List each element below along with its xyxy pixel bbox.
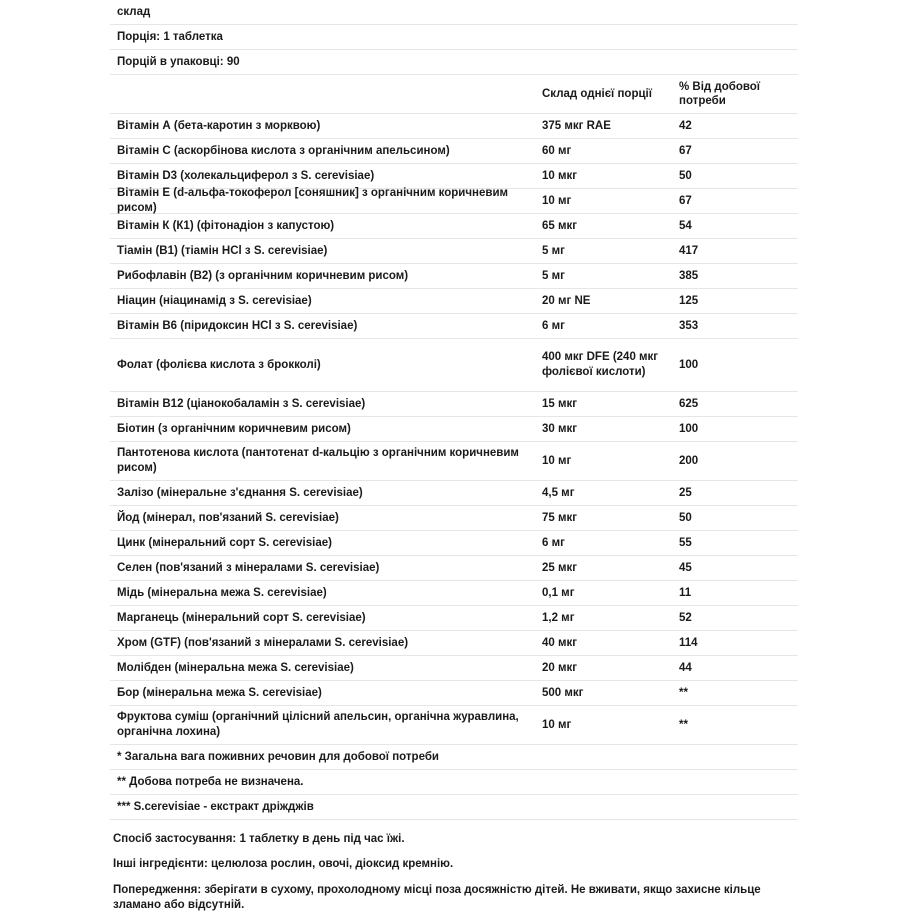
nutrient-name: Ніацин (ніацинамід з S. cerevisiae) bbox=[117, 294, 312, 307]
nutrient-amount: 5 мг bbox=[542, 269, 565, 282]
nutrient-amount: 400 мкг DFE (240 мкг фолієвої кислоти) bbox=[542, 351, 659, 378]
table-header bbox=[110, 75, 798, 114]
nutrient-amount: 20 мкг bbox=[542, 661, 578, 674]
nutrient-name: Залізо (мінеральне з'єднання S. cerevisiae) bbox=[117, 486, 363, 499]
nutrient-name: Тіамін (B1) (тіамін HCl з S. cerevisiae) bbox=[117, 244, 328, 257]
nutrient-amount: 75 мкг bbox=[542, 511, 578, 524]
nutrient-name: Селен (пов'язаний з мінералами S. cerevisiae) bbox=[117, 561, 380, 574]
nutrient-name: Хром (GTF) (пов'язаний з мінералами S. cerevisiae) bbox=[117, 636, 409, 649]
nutrient-amount: 10 мг bbox=[542, 194, 572, 207]
nutrient-name: Вітамін E (d-альфа-токоферол [соняшник] з органічним коричневим рисом) bbox=[117, 187, 509, 214]
section-title-text: склад bbox=[117, 6, 151, 18]
nutrient-daily-value: 25 bbox=[679, 487, 692, 499]
nutrient-amount: 4,5 мг bbox=[542, 486, 575, 499]
nutrient-daily-value: 125 bbox=[679, 295, 699, 307]
nutrient-name: Рибофлавін (B2) (з органічним коричневим рисом) bbox=[117, 269, 409, 282]
nutrient-name: Вітамін К (К1) (фітонадіон з капустою) bbox=[117, 219, 335, 232]
nutrient-name: Вітамін D3 (холекальциферол з S. cerevisiae) bbox=[117, 169, 375, 182]
table-row bbox=[110, 531, 798, 556]
nutrient-name: Пантотенова кислота (пантотенат d-кальцію з органічним коричневим рисом) bbox=[117, 447, 519, 474]
nutrient-daily-value: 42 bbox=[679, 120, 692, 132]
nutrient-name: Вітамін B12 (ціанокобаламін з S. cerevisiae) bbox=[117, 397, 366, 410]
table-row bbox=[110, 442, 798, 481]
table-row bbox=[110, 139, 798, 164]
section-title bbox=[110, 0, 798, 25]
nutrient-amount: 60 мг bbox=[542, 144, 572, 157]
header-amount: Склад однієї порції bbox=[542, 87, 652, 100]
nutrient-amount: 10 мкг bbox=[542, 169, 578, 182]
nutrient-name: Йод (мінерал, пов'язаний S. cerevisiae) bbox=[117, 511, 339, 524]
nutrient-amount: 375 мкг RAE bbox=[542, 119, 611, 132]
nutrient-amount: 15 мкг bbox=[542, 397, 578, 410]
nutrient-amount: 6 мг bbox=[542, 536, 565, 549]
nutrient-name: Бор (мінеральна межа S. cerevisiae) bbox=[117, 686, 322, 699]
servings-per-pack-text: Порцій в упаковці: 90 bbox=[117, 56, 240, 68]
nutrient-daily-value: 385 bbox=[679, 270, 699, 282]
nutrient-name: Фолат (фолієва кислота з брокколі) bbox=[117, 358, 321, 371]
nutrient-daily-value: 625 bbox=[679, 398, 699, 410]
nutrient-amount: 25 мкг bbox=[542, 561, 578, 574]
nutrient-daily-value: 100 bbox=[679, 423, 699, 435]
table-row bbox=[110, 189, 798, 214]
table-row bbox=[110, 556, 798, 581]
nutrient-amount: 65 мкг bbox=[542, 219, 578, 232]
nutrient-daily-value: 100 bbox=[679, 359, 699, 371]
nutrient-amount: 30 мкг bbox=[542, 422, 578, 435]
nutrient-amount: 6 мг bbox=[542, 319, 565, 332]
header-name-cell bbox=[110, 75, 542, 113]
table-row bbox=[110, 314, 798, 339]
serving-size bbox=[110, 25, 798, 50]
nutrient-daily-value: ** bbox=[679, 687, 688, 699]
nutrient-amount: 5 мг bbox=[542, 244, 565, 257]
table-row bbox=[110, 606, 798, 631]
table-row bbox=[110, 681, 798, 706]
nutrient-daily-value: 52 bbox=[679, 612, 692, 624]
footnotes bbox=[110, 745, 798, 820]
servings-per-pack bbox=[110, 50, 798, 75]
table-row bbox=[110, 481, 798, 506]
other-ingredients-text: Інші інгредієнти: целюлоза рослин, овочі, діоксид кремнію. bbox=[113, 858, 454, 870]
table-row bbox=[110, 339, 798, 392]
nutrient-daily-value: 50 bbox=[679, 170, 692, 182]
nutrient-daily-value: 114 bbox=[679, 637, 698, 649]
nutrient-amount: 1,2 мг bbox=[542, 611, 575, 624]
nutrient-daily-value: 50 bbox=[679, 512, 692, 524]
nutrient-amount: 500 мкг bbox=[542, 686, 584, 699]
nutrient-daily-value: 417 bbox=[679, 245, 699, 257]
nutrient-daily-value: ** bbox=[679, 719, 688, 731]
nutrient-amount: 0,1 мг bbox=[542, 586, 575, 599]
warning-text: Попередження: зберігати в сухому, прохолодному місці поза досяжністю дітей. Не вживати, якщо захисне кільце зламано або відсутній. bbox=[113, 884, 761, 911]
nutrient-amount: 20 мг NE bbox=[542, 294, 591, 307]
table-row bbox=[110, 289, 798, 314]
table-row bbox=[110, 706, 798, 745]
nutrient-name: Біотин (з органічним коричневим рисом) bbox=[117, 422, 351, 435]
header-pct: % Від добової потреби bbox=[679, 81, 761, 107]
serving-size-text: Порція: 1 таблетка bbox=[117, 31, 223, 43]
table-row bbox=[110, 114, 798, 139]
table-row bbox=[110, 656, 798, 681]
nutrient-daily-value: 45 bbox=[679, 562, 692, 574]
table-row bbox=[110, 581, 798, 606]
table-row bbox=[110, 264, 798, 289]
table-row bbox=[110, 214, 798, 239]
footnote: *** S.cerevisiae - екстракт дріжджів bbox=[110, 795, 798, 820]
nutrient-name: Цинк (мінеральний сорт S. cerevisiae) bbox=[117, 536, 332, 549]
nutrient-daily-value: 55 bbox=[679, 537, 692, 549]
nutrient-daily-value: 54 bbox=[679, 220, 692, 232]
footnote: * Загальна вага поживних речовин для добової потреби bbox=[110, 745, 798, 770]
supplement-facts bbox=[110, 0, 798, 913]
nutrient-amount: 10 мг bbox=[542, 454, 572, 467]
table-row bbox=[110, 417, 798, 442]
usage-text: Спосіб застосування: 1 таблетку в день під час їжі. bbox=[113, 833, 405, 845]
table-row bbox=[110, 506, 798, 531]
table-row bbox=[110, 239, 798, 264]
nutrient-amount: 40 мкг bbox=[542, 636, 578, 649]
nutrient-name: Вітамін А (бета-каротин з морквою) bbox=[117, 119, 321, 132]
nutrient-name: Вітамін С (аскорбінова кислота з органічним апельсином) bbox=[117, 144, 450, 157]
footnote: ** Добова потреба не визначена. bbox=[110, 770, 798, 795]
nutrient-name: Мідь (мінеральна межа S. cerevisiae) bbox=[117, 586, 327, 599]
table-row bbox=[110, 392, 798, 417]
nutrient-name: Вітамін B6 (піридоксин HCl з S. cerevisiae) bbox=[117, 319, 358, 332]
nutrient-name: Молібден (мінеральна межа S. cerevisiae) bbox=[117, 661, 354, 674]
nutrient-daily-value: 67 bbox=[679, 145, 692, 157]
nutrient-name: Марганець (мінеральний сорт S. cerevisiae) bbox=[117, 611, 366, 624]
nutrient-name: Фруктова суміш (органічний цілісний апельсин, органічна журавлина, органічна лохина) bbox=[117, 711, 519, 738]
nutrient-daily-value: 200 bbox=[679, 455, 699, 467]
nutrient-rows bbox=[110, 114, 798, 745]
nutrient-daily-value: 11 bbox=[679, 587, 692, 599]
nutrient-amount: 10 мг bbox=[542, 718, 572, 731]
table-row bbox=[110, 631, 798, 656]
nutrient-daily-value: 67 bbox=[679, 195, 692, 207]
nutrient-daily-value: 353 bbox=[679, 320, 699, 332]
nutrient-daily-value: 44 bbox=[679, 662, 692, 674]
